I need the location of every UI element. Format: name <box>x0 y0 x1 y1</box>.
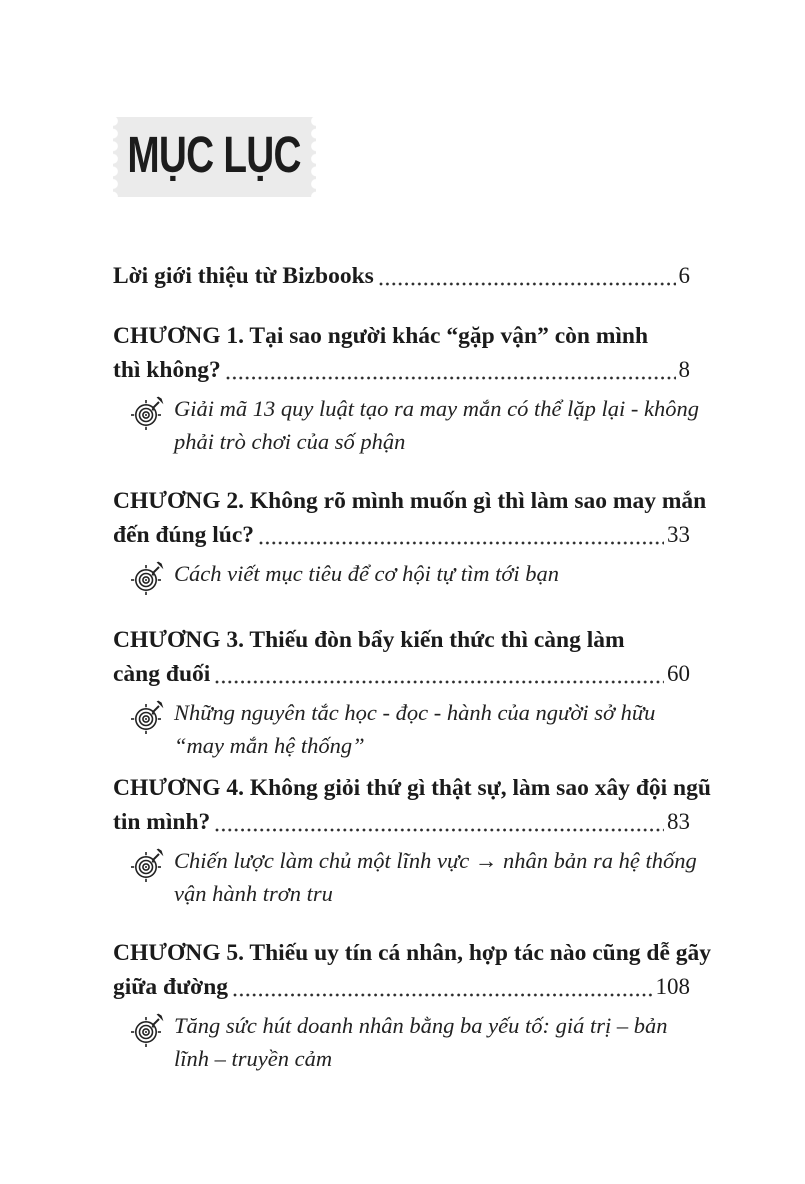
chapter-title-line2: càng đuối <box>113 661 211 687</box>
subtitle-text <box>174 393 699 458</box>
subtitle-text <box>174 845 697 910</box>
chapter-title-line1: CHƯƠNG 1. Tại sao người khác “gặp vận” còn mình <box>113 323 649 349</box>
chapter-title-line2: thì không? <box>113 357 221 383</box>
subtitle-text <box>174 558 690 591</box>
toc-header-ribbon <box>113 117 316 197</box>
toc-list <box>113 259 712 1075</box>
subtitle-line: Những nguyên tắc học - đọc - hành của người sở hữu <box>174 700 656 725</box>
subtitle-line: Cách viết mục tiêu để cơ hội tự tìm tới bạn <box>174 561 559 586</box>
subtitle-line: “may mắn hệ thống” <box>174 732 365 758</box>
toc-row <box>113 657 690 691</box>
dot-leader <box>254 518 667 552</box>
page-title: MỤC LỤC <box>127 125 302 183</box>
chapter-title-line2: tin mình? <box>113 809 211 835</box>
subtitle-line: Chiến lược làm chủ một lĩnh vực → nhân bản ra hệ thống <box>174 848 697 873</box>
subtitle-text <box>174 697 690 762</box>
toc-entry-chapter-5 <box>113 936 712 1004</box>
dot-leader <box>228 970 655 1004</box>
subtitle-line: lĩnh – truyền cảm <box>174 1045 333 1071</box>
chapter-title-line1: CHƯƠNG 5. Thiếu uy tín cá nhân, hợp tác nào cũng dễ gãy <box>113 940 712 966</box>
chapter-subtitle-1 <box>127 393 699 458</box>
dot-leader <box>374 259 679 293</box>
target-dart-icon <box>127 696 167 736</box>
toc-entry-chapter-4 <box>113 771 711 839</box>
page-number: 8 <box>678 357 690 382</box>
toc-entry-chapter-1 <box>113 319 690 387</box>
subtitle-line: phải trò chơi của số phận <box>174 428 406 454</box>
chapter-title-line2: giữa đường <box>113 974 229 1000</box>
subtitle-line: Tăng sức hút doanh nhân bằng ba yếu tố: giá trị – bản <box>174 1013 668 1038</box>
chapter-title-line1: CHƯƠNG 4. Không giỏi thứ gì thật sự, làm sao xây đội ngũ <box>113 775 711 801</box>
page-number: 6 <box>678 263 690 288</box>
chapter-title-line1: CHƯƠNG 2. Không rõ mình muốn gì thì làm sao may mắn <box>113 488 707 514</box>
subtitle-text <box>174 1010 690 1075</box>
chapter-title-line2: đến đúng lúc? <box>113 522 255 548</box>
page-number: 83 <box>667 809 690 834</box>
target-dart-icon <box>127 1009 167 1049</box>
dot-leader <box>210 657 667 691</box>
page-number: 33 <box>667 522 690 547</box>
toc-entry-chapter-2 <box>113 484 707 552</box>
toc-row <box>113 805 690 839</box>
target-dart-icon <box>127 844 167 884</box>
chapter-subtitle-2 <box>127 558 690 597</box>
chapter-title-line1: CHƯƠNG 3. Thiếu đòn bẩy kiến thức thì càng làm <box>113 627 625 653</box>
toc-entry-intro <box>113 259 690 293</box>
target-dart-icon <box>127 557 167 597</box>
page-number: 108 <box>655 974 690 999</box>
toc-entry-chapter-3 <box>113 623 690 691</box>
page-number: 60 <box>667 661 690 686</box>
toc-row <box>113 353 690 387</box>
subtitle-line: Giải mã 13 quy luật tạo ra may mắn có thể lặp lại - không <box>174 396 699 421</box>
dot-leader <box>221 353 679 387</box>
toc-row <box>113 970 690 1004</box>
chapter-subtitle-5 <box>127 1010 690 1075</box>
chapter-subtitle-3 <box>127 697 690 762</box>
target-dart-icon <box>127 392 167 432</box>
chapter-subtitle-4 <box>127 845 697 910</box>
toc-row <box>113 518 690 552</box>
dot-leader <box>210 805 667 839</box>
intro-title: Lời giới thiệu từ Bizbooks <box>113 263 374 289</box>
subtitle-line: vận hành trơn tru <box>174 880 333 906</box>
toc-row <box>113 259 690 293</box>
